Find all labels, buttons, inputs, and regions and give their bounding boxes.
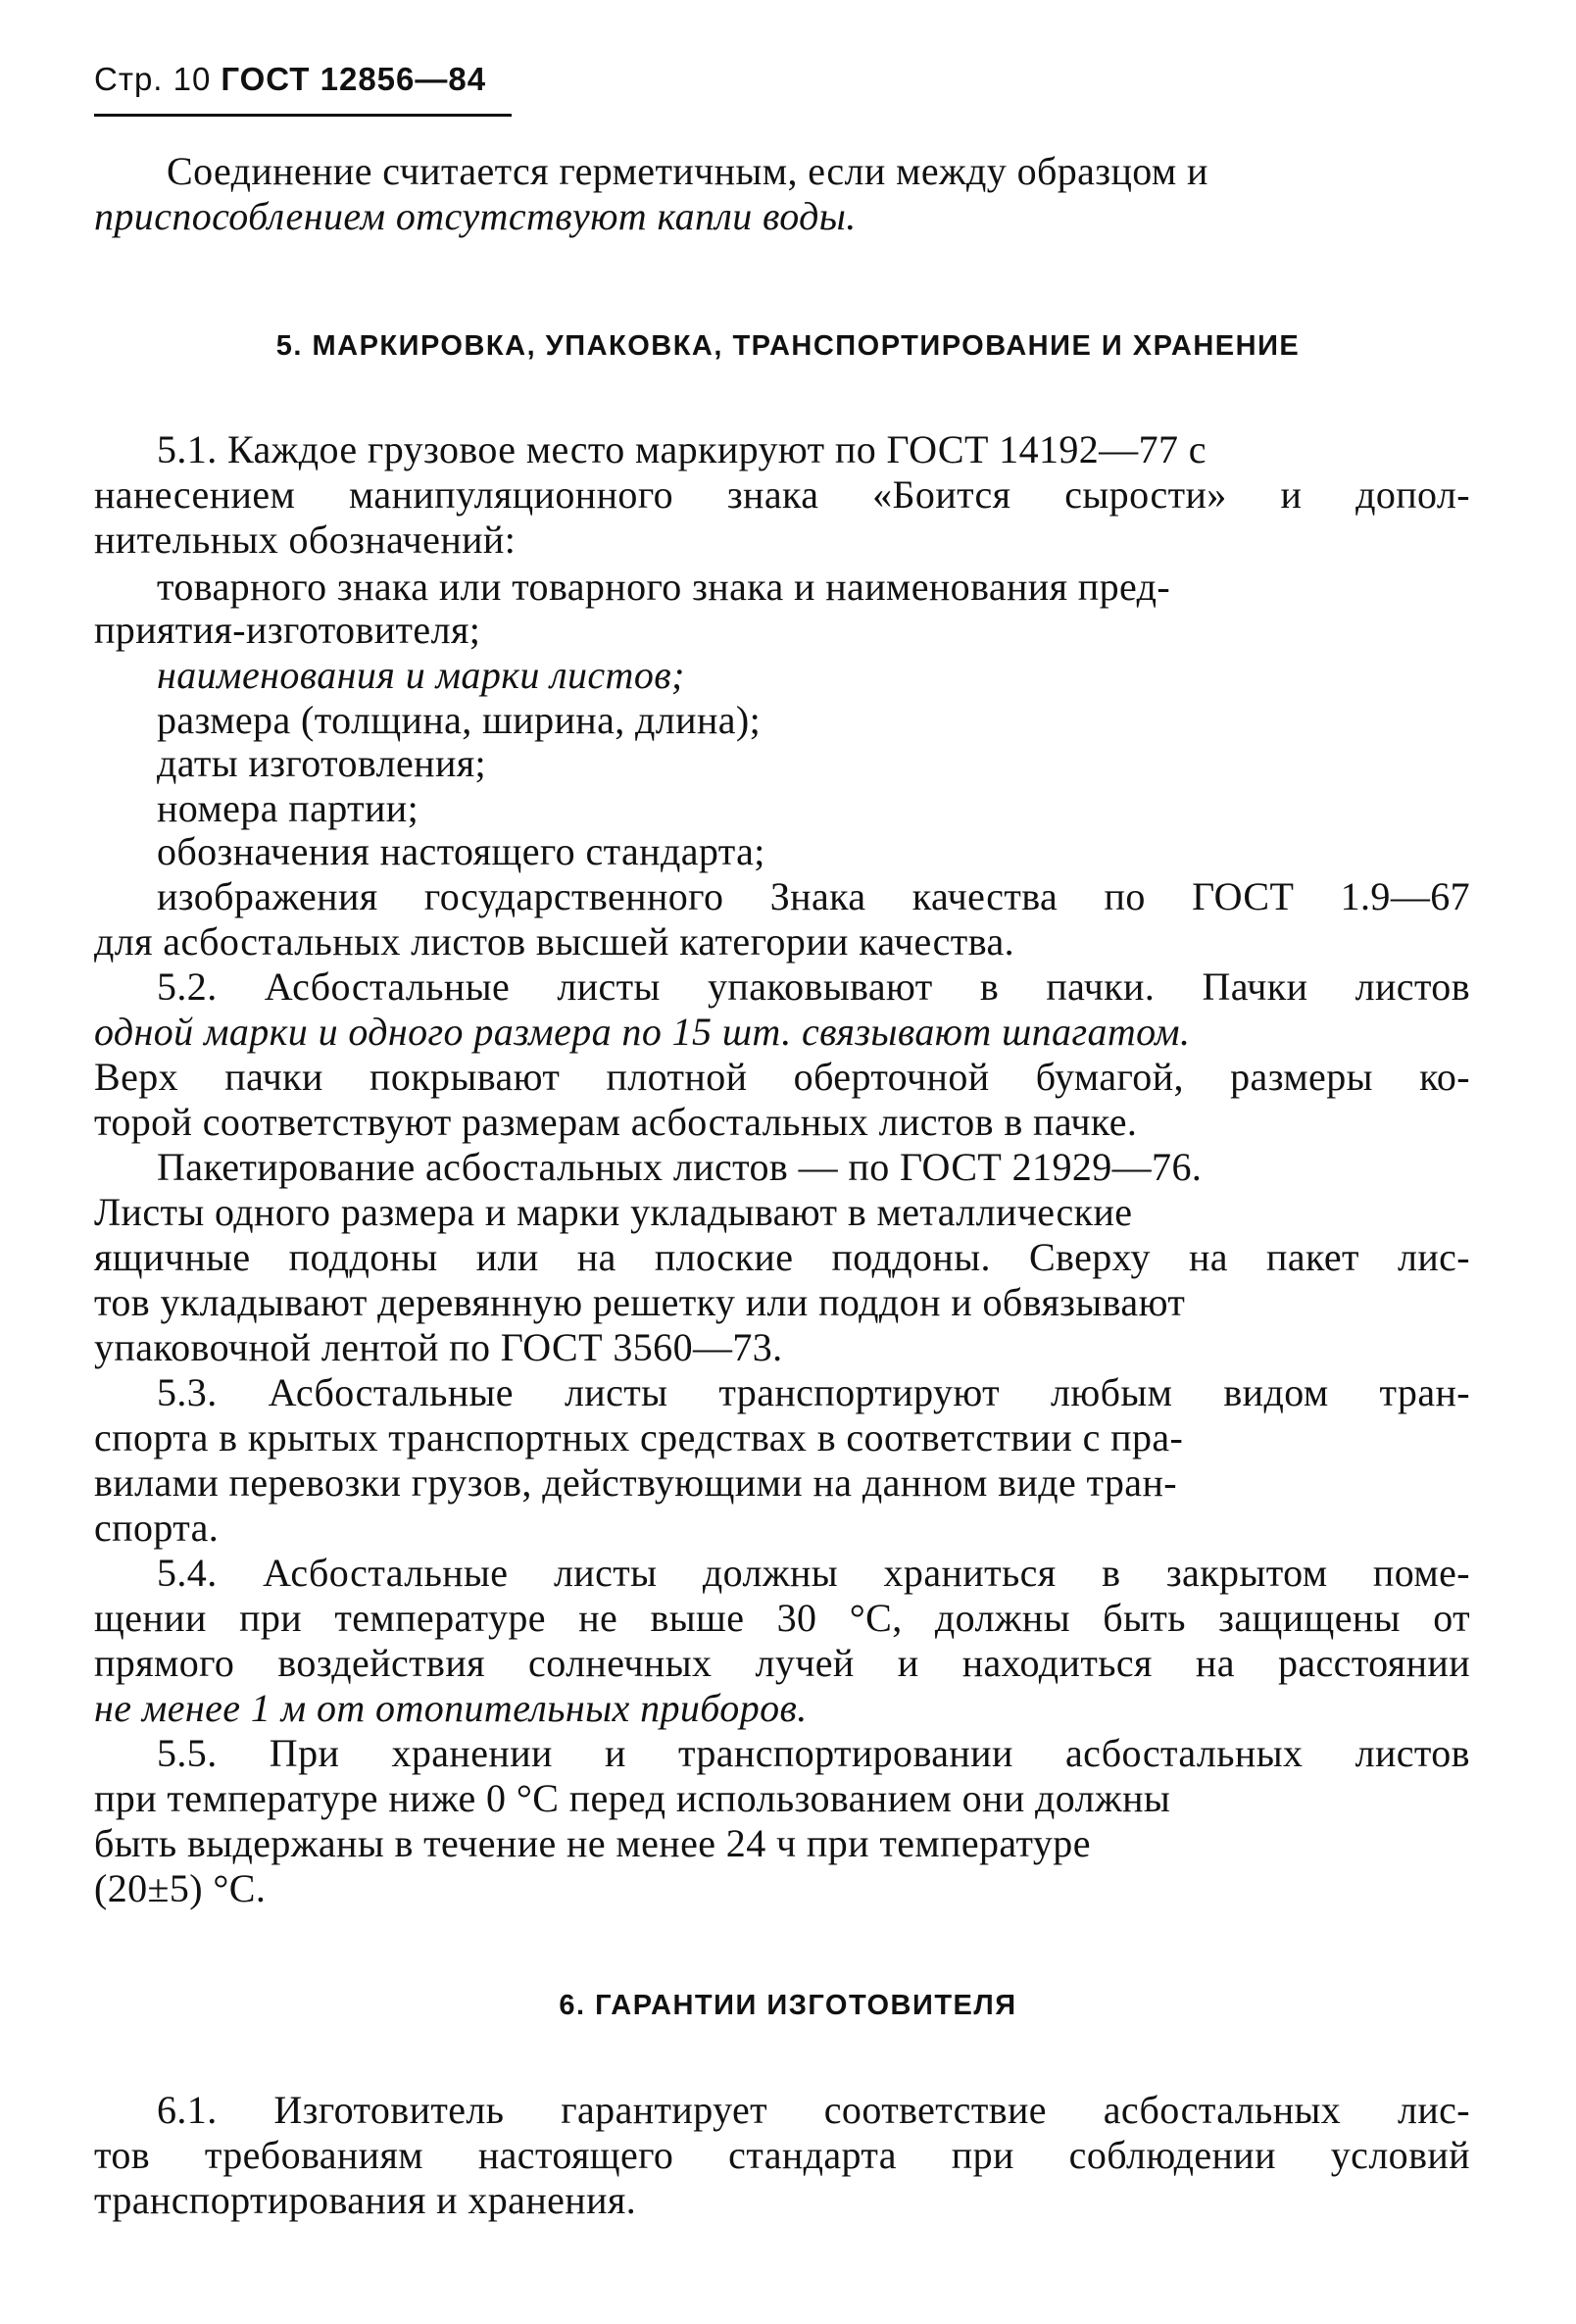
text-line: ящичные поддоны или на плоские поддоны. Сверху на пакет лис-: [94, 1235, 1470, 1279]
section-5-heading: 5. МАРКИРОВКА, УПАКОВКА, ТРАНСПОРТИРОВАНИЕ И ХРАНЕНИЕ: [275, 330, 1301, 362]
text-line: 6.1. Изготовитель гарантирует соответствие асбостальных лис-: [157, 2088, 1471, 2132]
text-line: тов укладывают деревянную решетку или поддон и обвязывают: [94, 1280, 1186, 1324]
text-line: Соединение считается герметичным, если между образцом и: [167, 149, 1208, 193]
text-line: торой соответствуют размерам асбостальных листов в пачке.: [94, 1100, 1138, 1144]
text-line: тов требованиям настоящего стандарта при соблюдении условий: [94, 2133, 1470, 2177]
text-line: упаковочной лентой по ГОСТ 3560—73.: [94, 1325, 783, 1369]
standard-number: ГОСТ 12856—84: [221, 61, 487, 97]
list-item: даты изготовления;: [157, 741, 487, 785]
page-header: [94, 61, 486, 98]
page-number: Стр. 10: [94, 61, 212, 97]
text-line: при температуре ниже 0 °С перед использованием они должны: [94, 1776, 1171, 1820]
text-line: нанесением манипуляционного знака «Боится сырости» и допол-: [94, 472, 1471, 517]
text-line: Листы одного размера и марки укладывают в металлические: [94, 1190, 1133, 1234]
text-line: 5.1. Каждое грузовое место маркируют по ГОСТ 14192—77 с: [157, 427, 1207, 471]
list-item: наименования и марки листов;: [157, 653, 685, 697]
text-line: 5.5. При хранении и транспортировании асбостальных листов: [157, 1731, 1470, 1775]
list-item: приятия-изготовителя;: [94, 608, 481, 652]
text-line: спорта в крытых транспортных средствах в соответствии с пра-: [94, 1415, 1184, 1459]
section-6-heading: 6. ГАРАНТИИ ИЗГОТОВИТЕЛЯ: [559, 1990, 1017, 2021]
list-item: товарного знака или товарного знака и наименования пред-: [157, 565, 1171, 609]
list-item: для асбостальных листов высшей категории качества.: [94, 919, 1015, 964]
text-line: вилами перевозки грузов, действующими на данном виде тран-: [94, 1460, 1177, 1505]
text-line: Пакетирование асбостальных листов — по ГОСТ 21929—76.: [157, 1145, 1203, 1189]
text-line: одной марки и одного размера по 15 шт. связывают шпагатом.: [94, 1010, 1191, 1054]
text-line: 5.2. Асбостальные листы упаковывают в пачки. Пачки листов: [157, 964, 1470, 1009]
text-line: 5.4. Асбостальные листы должны храниться в закрытом поме-: [157, 1551, 1470, 1595]
header-underline: [94, 114, 512, 117]
text-line: не менее 1 м от отопительных приборов.: [94, 1686, 808, 1730]
text-line: нительных обозначений:: [94, 518, 517, 562]
list-item: обозначения настоящего стандарта;: [157, 829, 765, 873]
text-line: Верх пачки покрывают плотной оберточной бумагой, размеры ко-: [94, 1055, 1471, 1099]
text-line: прямого воздействия солнечных лучей и находиться на расстоянии: [94, 1641, 1471, 1685]
text-line: 5.3. Асбостальные листы транспортируют любым видом тран-: [157, 1370, 1471, 1414]
list-item: размера (толщина, ширина, длина);: [157, 698, 762, 742]
text-line: щении при температуре не выше 30 °С, должны быть защищены от: [94, 1596, 1470, 1640]
text-line: транспортирования и хранения.: [94, 2178, 637, 2222]
text-line: (20±5) °С.: [94, 1866, 267, 1910]
text-line: приспособлением отсутствуют капли воды.: [94, 194, 857, 238]
text-line: быть выдержаны в течение не менее 24 ч при температуре: [94, 1821, 1091, 1865]
text-line: спорта.: [94, 1506, 220, 1550]
list-item: номера партии;: [157, 786, 419, 830]
list-item: изображения государственного Знака качества по ГОСТ 1.9—67: [157, 874, 1471, 918]
